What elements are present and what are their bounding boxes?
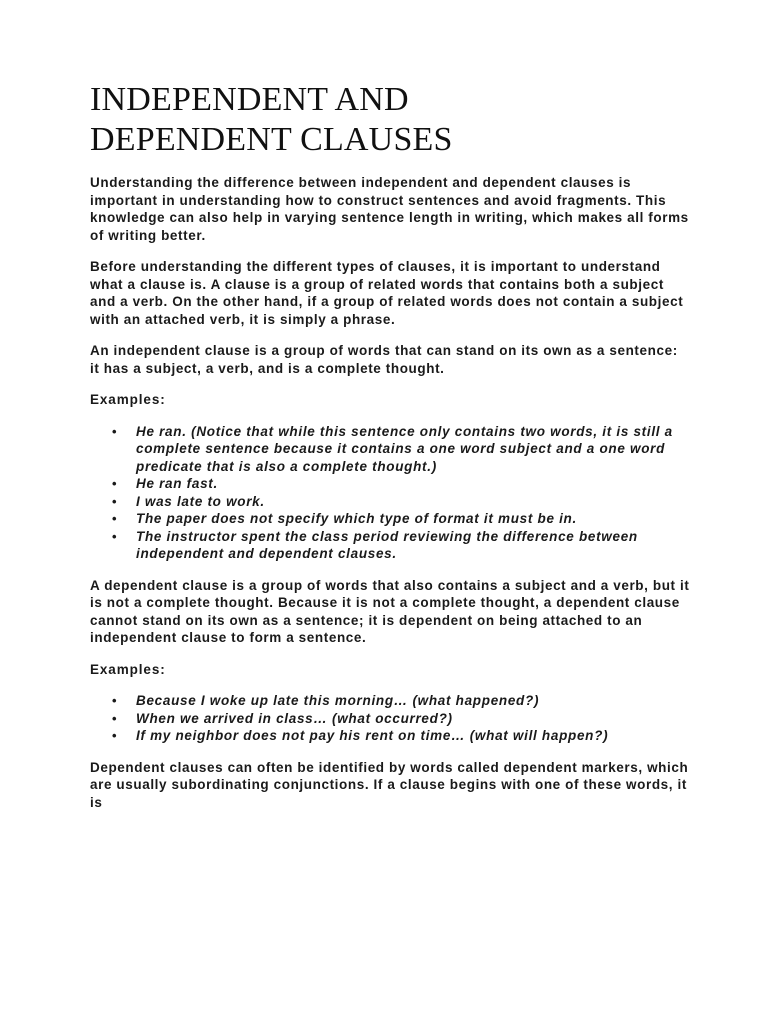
bullet-icon: • [112, 493, 118, 509]
list-item-text: He ran fast. [136, 476, 218, 491]
intro-paragraph: Understanding the difference between independent and dependent clauses is important in understanding how to construct sentences and avoid fragments. This knowledge can also help in varying sentence length in writing, which makes all forms of writing better. [90, 175, 689, 243]
bullet-icon: • [112, 511, 118, 526]
list-item-text: When we arrived in class… (what occurred?) [136, 710, 453, 726]
list-item-text: He ran. (Notice that while this sentence only contains two words, it is still a complete sentence because it contains a one word subject and a one word predicate that is also a complete thought.) [136, 423, 673, 474]
list-item-text: The paper does not specify which type of format it must be in. [136, 511, 577, 526]
list-item [90, 510, 690, 528]
title-line-2: DEPENDENT CLAUSES [90, 121, 453, 158]
list-item [90, 493, 690, 511]
dependent-clause-paragraph: A dependent clause is a group of words that also contains a subject and a verb, but it is not a complete thought. Because it is not a complete thought, a dependent clause cannot stand on its own as a sentence; it is dependent on being attached to an independent clause to form a sentence. [90, 577, 690, 645]
bullet-icon: • [112, 693, 118, 708]
bullet-icon: • [112, 728, 118, 743]
list-item-text: If my neighbor does not pay his rent on time… (what will happen?) [136, 728, 609, 743]
clause-definition-paragraph: Before understanding the different types of clauses, it is important to understand what a clause is. A clause is a group of related words that contains both a subject and a verb. On the other hand, if a group of related words does not contain a subject with an attached verb, it is simply a phrase. [90, 259, 684, 327]
list-item [90, 727, 690, 745]
list-item-text: I was late to work. [136, 493, 265, 509]
dependent-examples-label: Examples: [90, 661, 166, 677]
dependent-markers-paragraph: Dependent clauses can often be identified by words called dependent markers, which are usually subordinating conjunctions. If a clause begins with one of these words, it is [90, 759, 689, 810]
bullet-icon: • [112, 476, 118, 491]
title-line-1: INDEPENDENT AND [90, 81, 409, 118]
list-item-text: The instructor spent the class period reviewing the difference between independent and dependent clauses. [136, 528, 638, 561]
document-title [90, 80, 690, 160]
list-item [90, 528, 690, 563]
independent-examples-list [90, 423, 690, 563]
bullet-icon: • [112, 528, 118, 544]
list-item [90, 710, 690, 728]
list-item-text: Because I woke up late this morning… (what happened?) [136, 693, 540, 708]
independent-examples-label: Examples: [90, 392, 166, 407]
bullet-icon: • [112, 423, 118, 439]
bullet-icon: • [112, 710, 118, 726]
dependent-examples-list [90, 692, 690, 745]
independent-clause-paragraph: An independent clause is a group of words that can stand on its own as a sentence: it has a subject, a verb, and is a complete thought. [90, 343, 678, 376]
document-page [90, 80, 690, 825]
list-item [90, 475, 690, 493]
list-item [90, 692, 690, 710]
list-item [90, 423, 690, 476]
